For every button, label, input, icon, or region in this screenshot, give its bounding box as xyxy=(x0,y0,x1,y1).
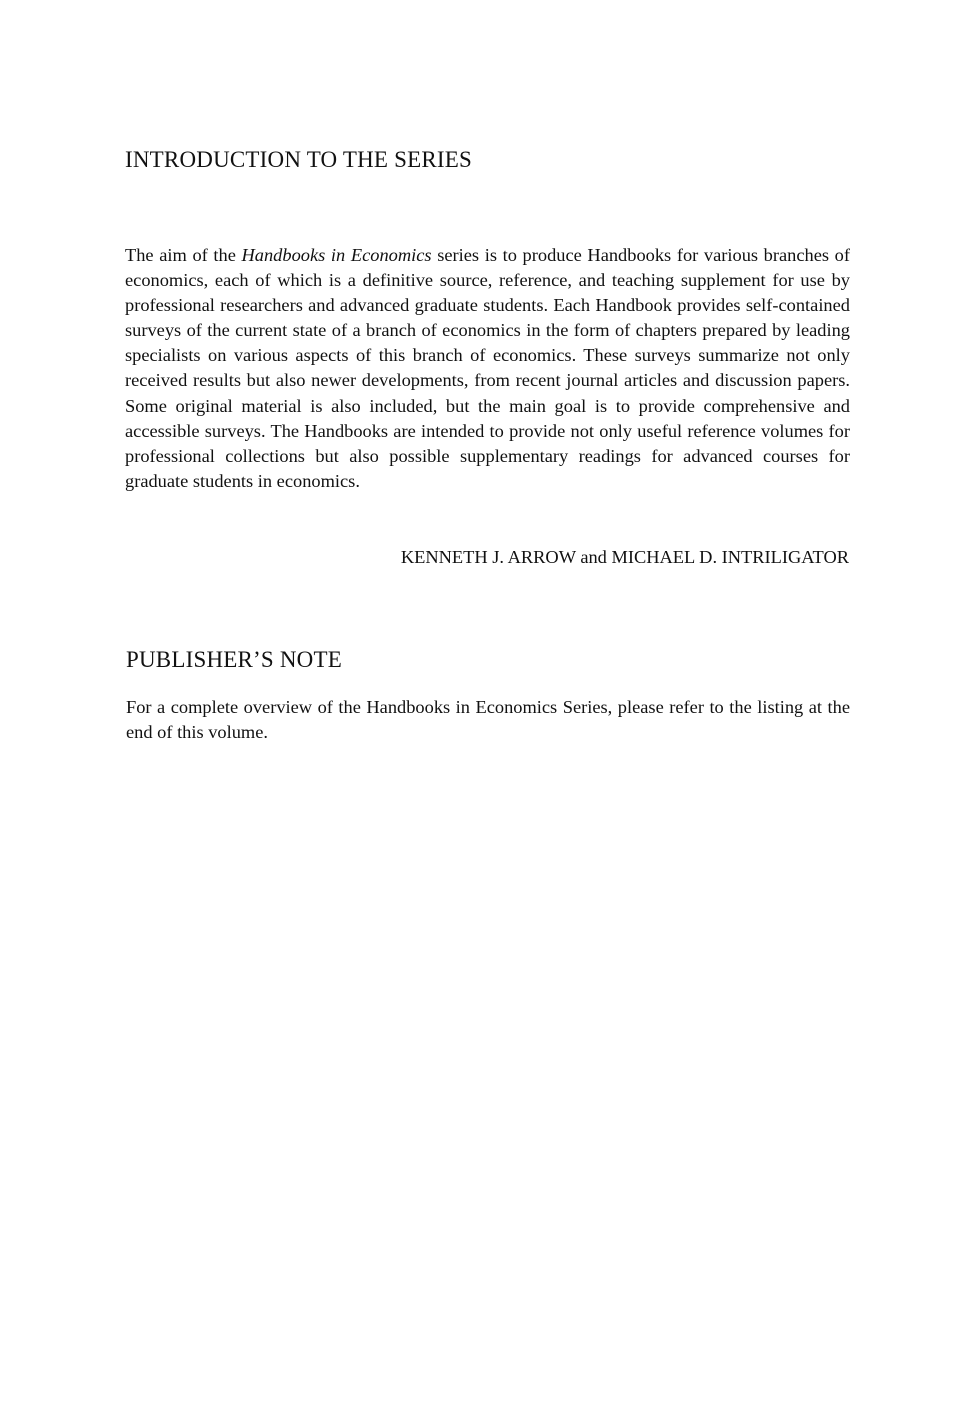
publisher-note-heading: PUBLISHER’S NOTE xyxy=(126,647,342,672)
paragraph-lead-text: The aim of the xyxy=(125,245,242,265)
publisher-note-paragraph: For a complete overview of the Handbooks in Economics Series, please refer to the listing at the end of this volume. xyxy=(126,697,850,743)
introduction-paragraph xyxy=(125,243,850,494)
paragraph-body-text: series is to produce Handbooks for various branches of economics, each of which is a definitive source, reference, and teaching supplement for use by professional researchers and advanced graduate students. Each Handbook provides self-contained surveys of the current state of a branch of economics in the form of chapters prepared by leading specialists on various aspects of this branch of economics. These surveys summarize not only received results but also newer developments, from recent journal articles and discussion papers. Some original material is also included, but the main goal is to provide comprehensive and accessible surveys. The Handbooks are intended to provide not only useful reference volumes for professional collections but also possible supplementary readings for advanced courses for graduate students in economics. xyxy=(125,245,850,491)
series-title: Handbooks in Economics xyxy=(241,245,432,265)
introduction-heading: INTRODUCTION TO THE SERIES xyxy=(125,147,473,172)
editors-signature: KENNETH J. ARROW and MICHAEL D. INTRILIGATOR xyxy=(400,547,849,567)
